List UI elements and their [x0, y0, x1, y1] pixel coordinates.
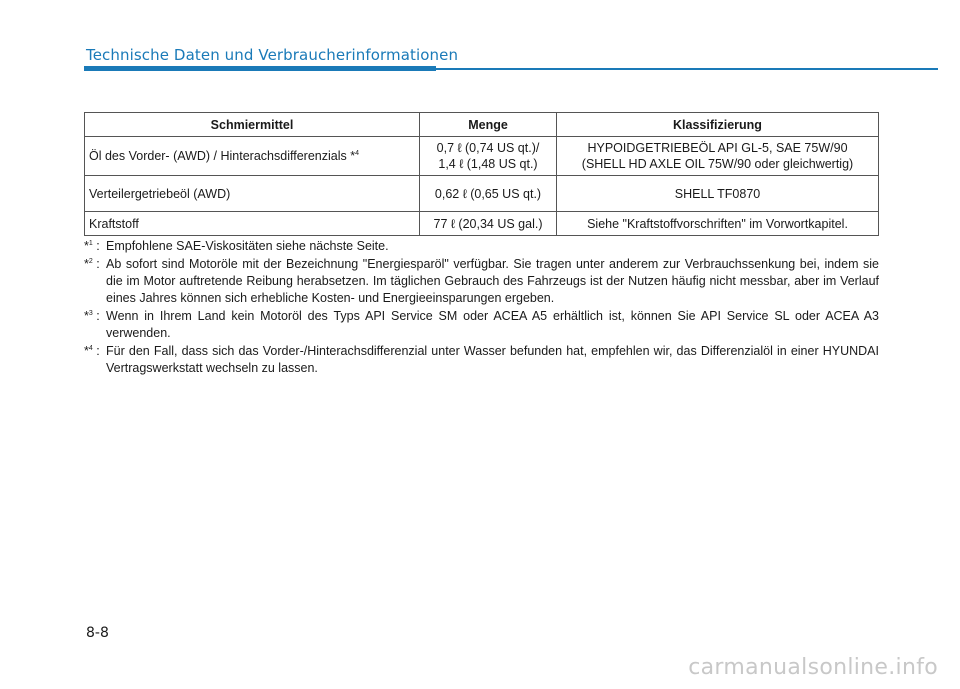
- cell-lubricant: Verteilergetriebeöl (AWD): [85, 176, 420, 212]
- footnote-star: *: [84, 257, 89, 271]
- cell-classification: Siehe "Kraftstoffvorschriften" im Vorwortkapitel.: [557, 212, 879, 236]
- column-header-classification: Klassifizierung: [557, 113, 879, 137]
- footnote-number: 3: [88, 309, 93, 317]
- table-row: [85, 212, 879, 236]
- cell-amount: 0,62 ℓ (0,65 US qt.): [420, 176, 557, 212]
- table-row: [85, 137, 879, 176]
- cell-amount: 77 ℓ (20,34 US gal.): [420, 212, 557, 236]
- cell-lubricant: [85, 137, 420, 176]
- watermark: carmanualsonline.info: [688, 655, 938, 680]
- column-header-lubricant: Schmiermittel: [85, 113, 420, 137]
- footnote-number: 4: [88, 344, 93, 352]
- footnote-star: *: [84, 239, 89, 253]
- header-rule-thin: [436, 68, 938, 70]
- footnote-separator: :: [92, 239, 100, 253]
- footnote-item: [84, 308, 879, 342]
- header-rule-thick: [84, 66, 436, 71]
- footnote-marker: [84, 343, 106, 377]
- column-header-amount: Menge: [420, 113, 557, 137]
- table-row: [85, 176, 879, 212]
- footnote-separator: :: [92, 344, 100, 358]
- section-title: Technische Daten und Verbraucherinformationen: [86, 46, 459, 64]
- footnote-separator: :: [92, 309, 100, 323]
- cell-classification: [557, 137, 879, 176]
- footnote-star: *: [84, 309, 89, 323]
- cell-lubricant: Kraftstoff: [85, 212, 420, 236]
- footnote-marker: [84, 238, 106, 255]
- footnote-number: 2: [88, 257, 93, 265]
- footnote-text: Empfohlene SAE-Viskositäten siehe nächste Seite.: [106, 239, 389, 253]
- lubricant-table: [84, 112, 879, 236]
- classification-line: (SHELL HD AXLE OIL 75W/90 oder gleichwertig): [581, 157, 854, 171]
- footnote-text: Wenn in Ihrem Land kein Motoröl des Typs API Service SM oder ACEA A5 erhältlich ist, können Sie API Service SL oder ACEA A3 verwenden.: [106, 309, 879, 340]
- cell-amount: [420, 137, 557, 176]
- footnote-item: [84, 238, 879, 255]
- amount-line: 0,7 ℓ (0,74 US qt.)/: [436, 141, 540, 155]
- footnote-marker: [84, 256, 106, 307]
- page-number: 8-8: [86, 625, 109, 641]
- footnote-text: Ab sofort sind Motoröle mit der Bezeichnung "Energiesparöl" verfügbar. Sie tragen unter anderem zur Verbrauchssenkung bei, indem sie die im Motor auftretende Reibung herabsetzen. Im täglichen Gebrauch des Fahrzeugs ist der Nutzen häufig nicht messbar, aber im Verlauf eines Jahres können sich erhebliche Kosten- und Energieeinsparungen ergeben.: [106, 257, 879, 305]
- footnote-star: *: [84, 344, 89, 358]
- footnote-separator: :: [92, 257, 100, 271]
- cell-classification: SHELL TF0870: [557, 176, 879, 212]
- classification-line: HYPOIDGETRIEBEÖL API GL-5, SAE 75W/90: [587, 141, 848, 155]
- amount-line: 1,4 ℓ (1,48 US qt.): [438, 157, 538, 171]
- footnote-ref: 4: [355, 149, 359, 157]
- footnote-marker: [84, 308, 106, 342]
- lubricant-name: Öl des Vorder- (AWD) / Hinterachsdifferenzials *: [89, 149, 356, 163]
- footnote-text: Für den Fall, dass sich das Vorder-/Hinterachsdifferenzial unter Wasser befunden hat, empfehlen wir, das Differenzialöl in einer HYUNDAI Vertragswerkstatt wechseln zu lassen.: [106, 344, 879, 375]
- table-header-row: [85, 113, 879, 137]
- footnote-number: 1: [88, 239, 93, 247]
- footnote-item: [84, 343, 879, 377]
- footnotes: [84, 238, 879, 378]
- footnote-item: [84, 256, 879, 307]
